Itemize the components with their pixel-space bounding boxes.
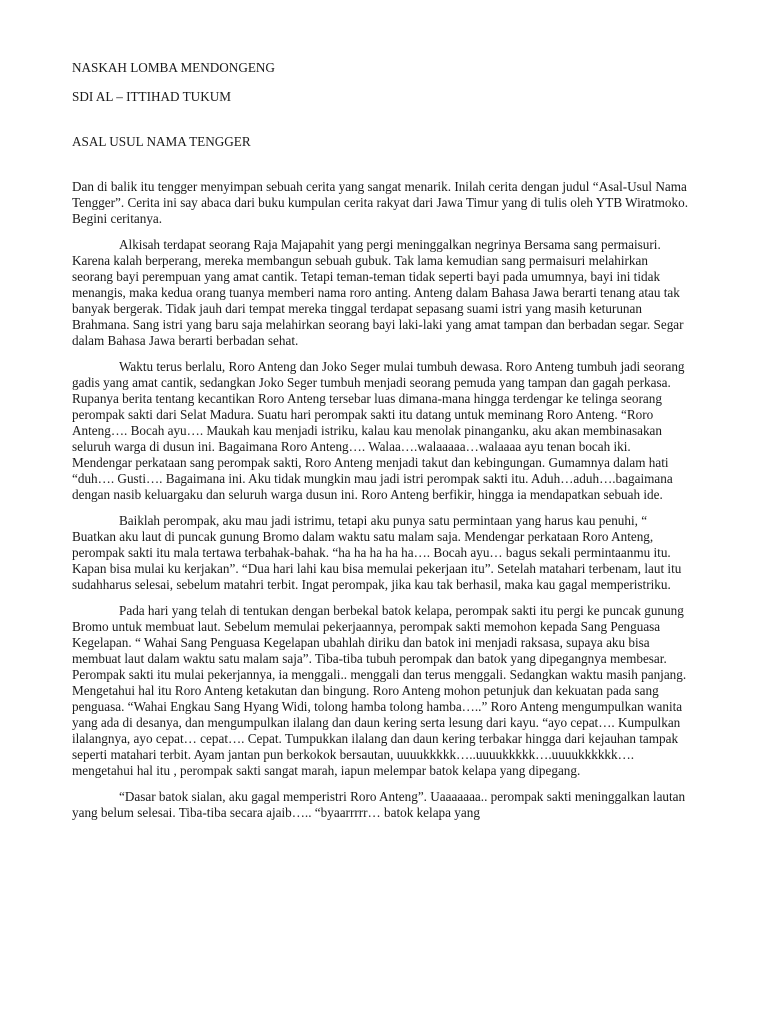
story-title: ASAL USUL NAMA TENGGER bbox=[72, 134, 251, 149]
header-line-1: NASKAH LOMBA MENDONGENG bbox=[72, 60, 275, 75]
document-body bbox=[72, 60, 688, 821]
paragraph-4: Baiklah perompak, aku mau jadi istrimu, tetapi aku punya satu permintaan yang harus kau penuhi, “ Buatkan aku laut di puncak gunung Bromo dalam waktu satu malam saja. Mendengar perkataan Roro Anteng, perompak sakti itu mala tertawa terbahak-bahak. “ha ha ha ha ha…. Bocah ayu… bagus sekali permintaanmu itu. Kapan bisa mulai ku kerjakan”. “Dua hari lahi kau bisa memulai pekerjaan itu”. Setelah matahari terbenam, laut itu sudahharus selesai, sebelum matahri terbit. Ingat perompak, jika kau tak berhasil, maka kau gagal memperistriku. bbox=[72, 513, 682, 592]
paragraph-3: Waktu terus berlalu, Roro Anteng dan Joko Seger mulai tumbuh dewasa. Roro Anteng tumbuh jadi seorang gadis yang amat cantik, sedangkan Joko Seger tumbuh menjadi seorang pemuda yang tampan dan gagah perkasa. Rupanya berita tentang kecantikan Roro Anteng tersebar luas dimana-mana hingga terdengar ke telinga seorang perompak sakti dari Selat Madura. Suatu hari perompak sakti itu datang untuk meminang Roro Anteng. “Roro Anteng…. Bocah ayu…. Maukah kau menjadi istriku, kalau kau menolak pinanganku, aku akan membinasakan seluruh warga di dusun ini. Bagaimana Roro Anteng…. Walaa….walaaaaa…walaaaa ayu tenan bocah iki. Mendengar perkataan sang perompak sakti, Roro Anteng menjadi takut dan kebingungan. Gumamnya dalam hati “duh…. Gusti…. Bagaimana ini. Aku tidak mungkin mau jadi istri perompak sakti itu. Aduh…aduh….bagaimana dengan nasib keluargaku dan seluruh warga dusun ini. Roro Anteng berfikir, hingga ia mendapatkan sebuah ide. bbox=[72, 359, 685, 502]
paragraph-intro: Dan di balik itu tengger menyimpan sebuah cerita yang sangat menarik. Inilah cerita dengan judul “Asal-Usul Nama Tengger”. Cerita ini say abaca dari buku kumpulan cerita rakyat dari Jawa Timur yang di tulis oleh YTB Wiratmoko. Begini ceritanya. bbox=[72, 179, 688, 226]
paragraph-6: “Dasar batok sialan, aku gagal memperistri Roro Anteng”. Uaaaaaaa.. perompak sakti meninggalkan lautan yang belum selesai. Tiba-tiba secara ajaib….. “byaarrrrr… batok kelapa yang bbox=[72, 789, 686, 820]
paragraph-2: Alkisah terdapat seorang Raja Majapahit yang pergi meninggalkan negrinya Bersama sang permaisuri. Karena kalah berperang, mereka membangun sebuah gubuk. Tak lama kemudian sang permaisuri melahirkan seorang bayi perempuan yang amat cantik. Tetapi teman-teman tidak seperti bayi pada umumnya, bayi ini tidak menangis, maka kedua orang tuanya memberi nama roro anting. Anteng dalam Bahasa Jawa berarti tenang atau tak banyak bergerak. Tidak jauh dari tempat mereka tinggal terdapat sepasang suami istri yang masih keturunan Brahmana. Sang istri yang baru saja melahirkan seorang bayi laki-laki yang amat tampan dan berbadan segar. Segar dalam Bahasa Jawa berarti berbadan sehat. bbox=[72, 237, 684, 348]
header-line-2: SDI AL – ITTIHAD TUKUM bbox=[72, 89, 231, 104]
paragraph-5: Pada hari yang telah di tentukan dengan berbekal batok kelapa, perompak sakti itu pergi ke puncak gunung Bromo untuk membuat laut. Sebelum memulai pekerjaannya, perompak sakti memohon kepada Sang Penguasa Kegelapan. “ Wahai Sang Penguasa Kegelapan ubahlah diriku dan batok ini menjadi raksasa, supaya aku bisa membuat laut dalam waktu satu malam saja”. Tiba-tiba tubuh perompak dan batok yang dipegangnya membesar. Perompak sakti itu mulai pekerjannya, ia menggali.. menggali dan terus menggali. Sedangkan waktu masih panjang. Mengetahui hal itu Roro Anteng ketakutan dan bingung. Roro Anteng mohon petunjuk dan kekuatan pada sang penguasa. “Wahai Engkau Sang Hyang Widi, tolong hamba tolong hamba…..” Roro Anteng mengumpulkan wanita yang ada di desanya, dan mengumpulkan ilalang dan daun kering serta lesung dari kayu. “ayo cepat…. Kumpulkan ilalangnya, ayo cepat… cepat…. Cepat. Tumpukkan ilalang dan daun kering terbakar hingga dari kejauhan tampak seperti matahari terbit. Ayam jantan pun berkokok bersautan, uuuukkkkk…..uuuukkkkk….uuuukkkkkk…. mengetahui hal itu , perompak sakti sangat marah, iapun melempar batok kelapa yang dipegang. bbox=[72, 603, 687, 778]
